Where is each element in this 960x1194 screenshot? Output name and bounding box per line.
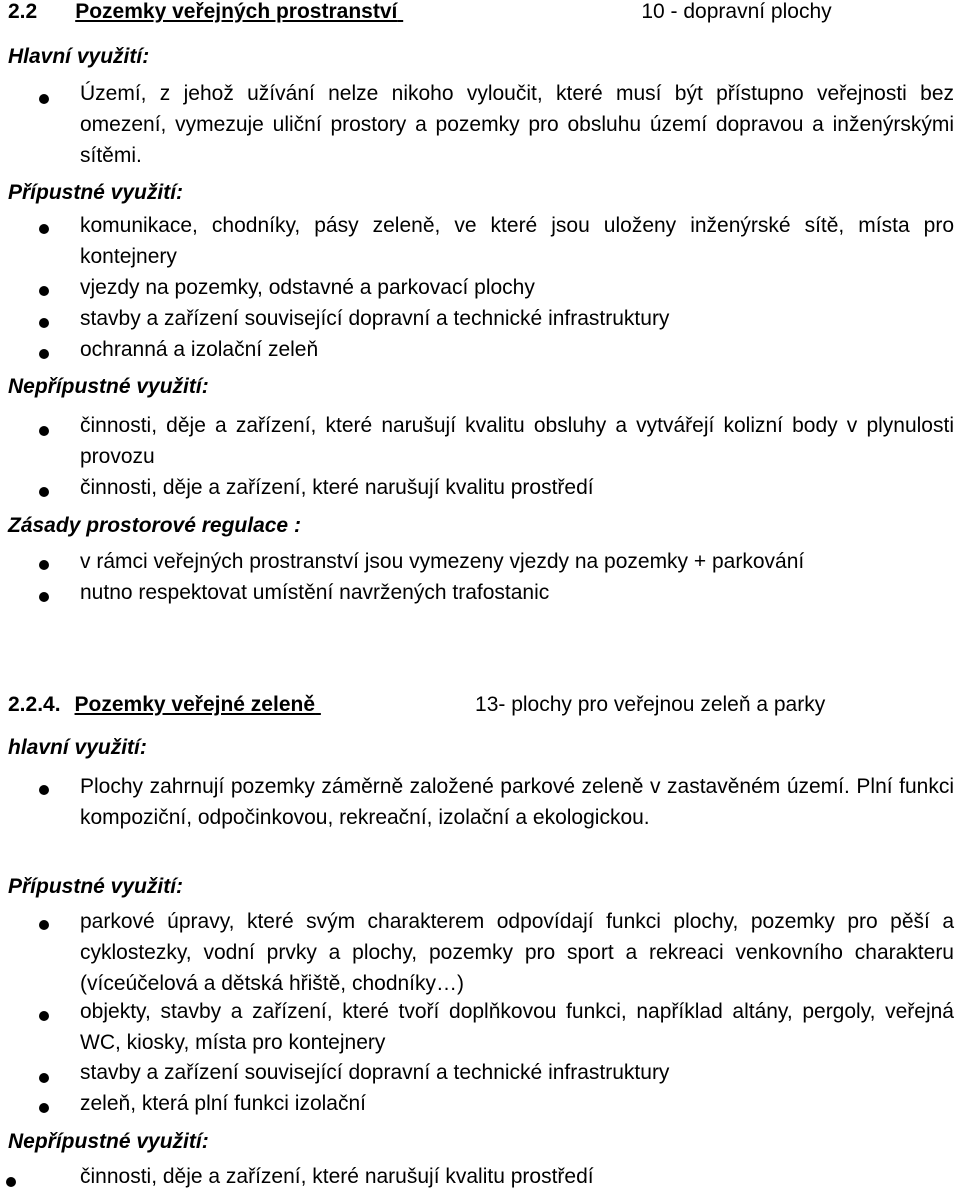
list-item: parkové úpravy, které svým charakterem odpovídají funkci plochy, pozemky pro pěší a cyklostezky, vodní prvky a plochy, pozemky pro sport a rekreaci venkovního charakteru (víceúčelová a dětská hřiště, chodníky…) [80,910,954,995]
hlavni-vyuziti-label: hlavní využití: [8,736,147,759]
bullet [39,349,49,359]
bullet [39,592,49,602]
list-item: objekty, stavby a zařízení, které tvoří doplňkovou funkci, například altány, pergoly, veřejná WC, kiosky, místa pro kontejnery [80,1000,954,1054]
section-number: 2.2.4. [8,693,61,716]
nepripustne-vyuziti-label: Nepřípustné využití: [8,375,209,398]
list-item: komunikace, chodníky, pásy zeleně, ve které jsou uloženy inženýrské sítě, místa pro kontejnery [80,214,954,268]
bullet [39,560,49,570]
nepripustne-vyuziti-label: Nepřípustné využití: [8,1130,209,1153]
bullet [39,94,49,104]
bullet [39,487,49,497]
bullet [39,426,49,436]
section-number: 2.2 [8,0,38,23]
list-item: činnosti, děje a zařízení, které narušují kvalitu prostředí [80,1165,594,1188]
list-item: stavby a zařízení související dopravní a technické infrastruktury [80,1061,670,1084]
bullet [39,318,49,328]
list-item: stavby a zařízení související dopravní a technické infrastruktury [80,307,670,330]
list-item: v rámci veřejných prostranství jsou vymezeny vjezdy na pozemky + parkování [80,550,805,573]
list-item: zeleň, která plní funkci izolační [80,1092,366,1115]
bullet [39,920,49,930]
bullet [39,224,49,234]
pripustne-vyuziti-label: Přípustné využití: [8,181,184,204]
bullet [39,1073,49,1083]
pripustne-vyuziti-label: Přípustné využití: [8,875,184,898]
list-item: činnosti, děje a zařízení, které narušují kvalitu obsluhy a vytvářejí kolizní body v plynulosti provozu [80,414,954,468]
section-heading-2-2-4 [8,690,952,720]
list-item: nutno respektovat umístění navržených trafostanic [80,581,550,604]
list-item: Území, z jehož užívání nelze nikoho vyloučit, které musí být přístupno veřejnosti bez omezení, vymezuje uliční prostory a pozemky pro obsluhu území dopravou a inženýrskými sítěmi. [80,82,954,167]
list-item: ochranná a izolační zeleň [80,338,319,361]
list-item: vjezdy na pozemky, odstavné a parkovací plochy [80,276,535,299]
hlavni-vyuziti-label: Hlavní využití: [8,45,150,68]
bullet [39,286,49,296]
bullet [39,785,49,795]
section-title: Pozemky veřejné zeleně [74,693,316,716]
section-category: 10 - dopravní plochy [641,0,832,23]
section-heading-2-2 [8,0,952,27]
zasady-regulace-label: Zásady prostorové regulace : [8,514,301,537]
section-title: Pozemky veřejných prostranství [75,0,398,23]
bullet [6,1177,16,1187]
bullet [39,1011,49,1021]
bullet [39,1103,49,1113]
list-item: činnosti, děje a zařízení, které narušují kvalitu prostředí [80,476,594,499]
list-item: Plochy zahrnují pozemky záměrně založené parkové zeleně v zastavěném území. Plní funkci kompoziční, odpočinkovou, rekreační, izolační a ekologickou. [80,775,954,829]
section-category: 13- plochy pro veřejnou zeleň a parky [475,693,826,716]
